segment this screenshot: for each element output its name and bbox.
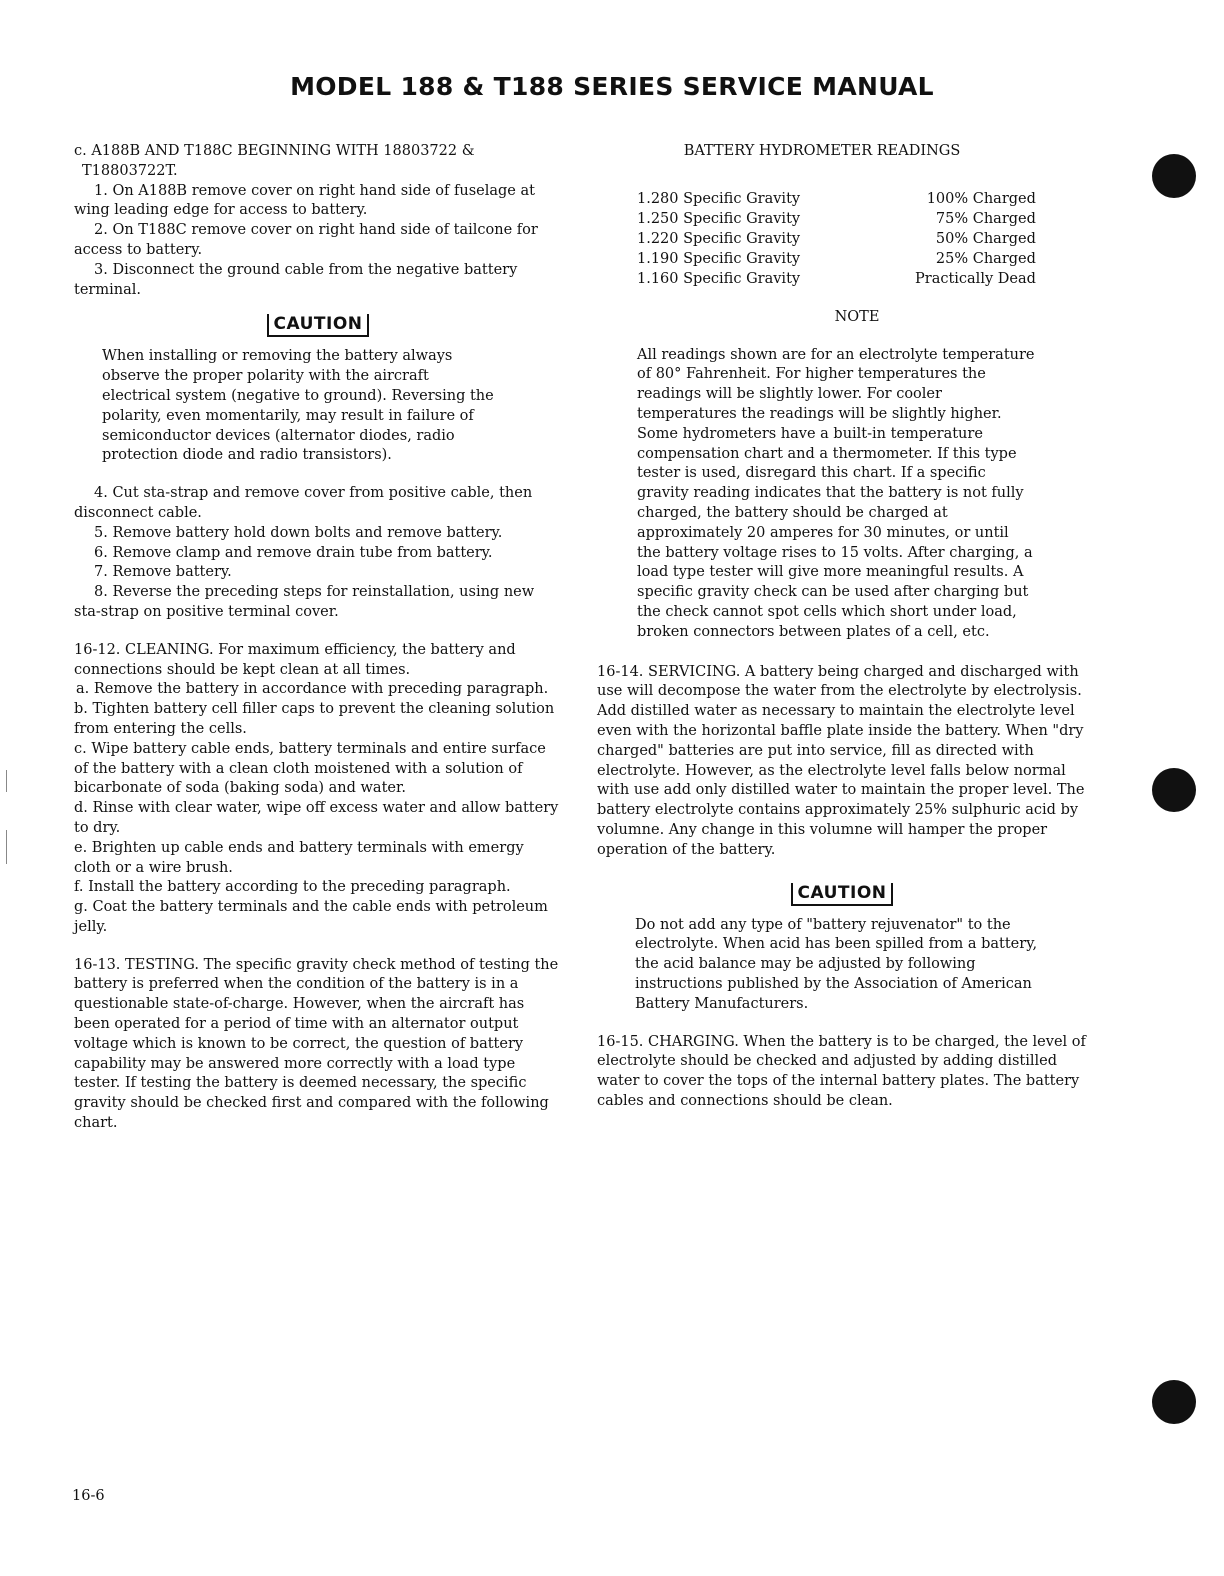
- cleaning-item: e. Brighten up cable ends and battery terminals with emergy cloth or a wire brush.: [74, 839, 524, 876]
- step-item: 2. On T188C remove cover on right hand side of tailcone for access to battery.: [74, 222, 538, 258]
- charge-cell: 100% Charged: [926, 190, 1036, 207]
- page-title: MODEL 188 & T188 SERIES SERVICE MANUAL: [290, 72, 934, 101]
- charge-cell: 50% Charged: [935, 230, 1036, 247]
- right-column: [597, 142, 1087, 1112]
- binder-hole-mark: [1152, 154, 1196, 198]
- gravity-cell: 1.190 Specific Gravity: [637, 250, 801, 267]
- caution-label: CAUTION: [791, 883, 892, 906]
- cleaning-item: g. Coat the battery terminals and the cable ends with petroleum jelly.: [74, 899, 548, 935]
- margin-mark: [6, 770, 7, 792]
- servicing-paragraph: 16-14. SERVICING. A battery being charged and discharged with use will decompose the water from the electrolyte by electrolysis. Add distilled water as necessary to maintain the electrolyte level even with the horizontal baffle plate inside the battery. When "dry charged" batteries are put into service, fill as directed with electrolyte. However, as the electrolyte level falls below normal with use add only distilled water to maintain the proper level. The battery electrolyte contains approximately 25% sulphuric acid by volumne. Any change in this volumne will hamper the proper operation of the battery.: [597, 663, 1085, 858]
- table-row: [637, 190, 1036, 210]
- caution-banner: [74, 314, 562, 337]
- cleaning-item: a. Remove the battery in accordance with preceding paragraph.: [76, 681, 549, 698]
- table-row: [637, 270, 1036, 290]
- step-item: 4. Cut sta-strap and remove cover from positive cable, then disconnect cable.: [74, 485, 533, 521]
- step-item: 1. On A188B remove cover on right hand side of fuselage at wing leading edge for access to battery.: [74, 182, 535, 219]
- testing-paragraph: 16-13. TESTING. The specific gravity check method of testing the battery is preferred when the condition of the battery is in a questionable state-of-charge. However, when the aircraft has been operated for a period of time with an alternator output voltage which is known to be correct, the question of battery capability may be answered more correctly with a load type tester. If testing the battery is deemed necessary, the specific gravity should be checked first and compared with the following chart.: [74, 956, 559, 1132]
- margin-mark: [6, 830, 7, 864]
- left-column: [74, 142, 562, 1134]
- note-heading: NOTE: [834, 308, 880, 325]
- table-row: [637, 250, 1036, 270]
- charging-paragraph: 16-15. CHARGING. When the battery is to be charged, the level of electrolyte should be checked and adjusted by adding distilled water to cover the tops of the internal battery plates. The battery cables and connections should be clean.: [597, 1033, 1086, 1109]
- charge-cell: 75% Charged: [935, 210, 1036, 227]
- caution-label: CAUTION: [267, 314, 368, 337]
- caution-text: Do not add any type of "battery rejuvenator" to the electrolyte. When acid has been spilled from a battery, the acid balance may be adjusted by following instructions published by the Association of American Battery Manufacturers.: [635, 916, 1038, 1012]
- step-item: 6. Remove clamp and remove drain tube from battery.: [94, 544, 493, 561]
- gravity-cell: 1.160 Specific Gravity: [637, 270, 801, 287]
- binder-hole-mark: [1152, 768, 1196, 812]
- step-item: 7. Remove battery.: [94, 564, 232, 581]
- gravity-cell: 1.280 Specific Gravity: [637, 190, 801, 207]
- note-text: All readings shown are for an electrolyte temperature of 80° Fahrenheit. For higher temperatures the readings will be slightly lower. For cooler temperatures the readings will be slightly higher. Some hydrometers have a built-in temperature compensation chart and a thermometer. If this type tester is used, disregard this chart. If a specific gravity reading indicates that the battery is not fully charged, the battery should be charged at approximately 20 amperes for 30 minutes, or until the battery voltage rises to 15 volts. After charging, a load type tester will give more meaningful results. A specific gravity check can be used after charging but the check cannot spot cells which short under load, broken connectors between plates of a cell, etc.: [637, 346, 1035, 640]
- page-number: 16-6: [72, 1488, 105, 1504]
- cleaning-item: c. Wipe battery cable ends, battery terminals and entire surface of the battery with a clean cloth moistened with a solution of bicarbonate of soda (baking soda) and water.: [74, 740, 546, 797]
- charge-cell: Practically Dead: [915, 270, 1036, 287]
- binder-hole-mark: [1152, 1380, 1196, 1424]
- table-row: [637, 230, 1036, 250]
- cleaning-item: b. Tighten battery cell filler caps to prevent the cleaning solution from entering the cells.: [74, 701, 555, 737]
- caution-banner: [597, 883, 1087, 906]
- gravity-cell: 1.220 Specific Gravity: [637, 230, 801, 247]
- step-item: 5. Remove battery hold down bolts and remove battery.: [94, 524, 503, 541]
- hydrometer-title: BATTERY HYDROMETER READINGS: [683, 143, 961, 159]
- step-item: 3. Disconnect the ground cable from the negative battery terminal.: [74, 261, 518, 298]
- cleaning-paragraph: 16-12. CLEANING. For maximum efficiency, the battery and connections should be kept clean at all times.: [74, 641, 516, 678]
- cleaning-item: d. Rinse with clear water, wipe off excess water and allow battery to dry.: [74, 800, 559, 836]
- hydrometer-table: [637, 190, 1036, 290]
- gravity-cell: 1.250 Specific Gravity: [637, 210, 801, 227]
- step-item: 8. Reverse the preceding steps for reinstallation, using new sta-strap on positive terminal cover.: [74, 584, 535, 620]
- table-row: [637, 210, 1036, 230]
- cleaning-item: f. Install the battery according to the preceding paragraph.: [74, 879, 511, 896]
- charge-cell: 25% Charged: [935, 250, 1036, 267]
- section-intro: c. A188B AND T188C BEGINNING WITH 18803722 & T18803722T.: [74, 143, 475, 179]
- caution-text: When installing or removing the battery always observe the proper polarity with the aircraft electrical system (negative to ground). Reversing the polarity, even momentarily, may result in failure of semiconductor devices (alternator diodes, radio protection diode and radio transistors).: [102, 348, 494, 464]
